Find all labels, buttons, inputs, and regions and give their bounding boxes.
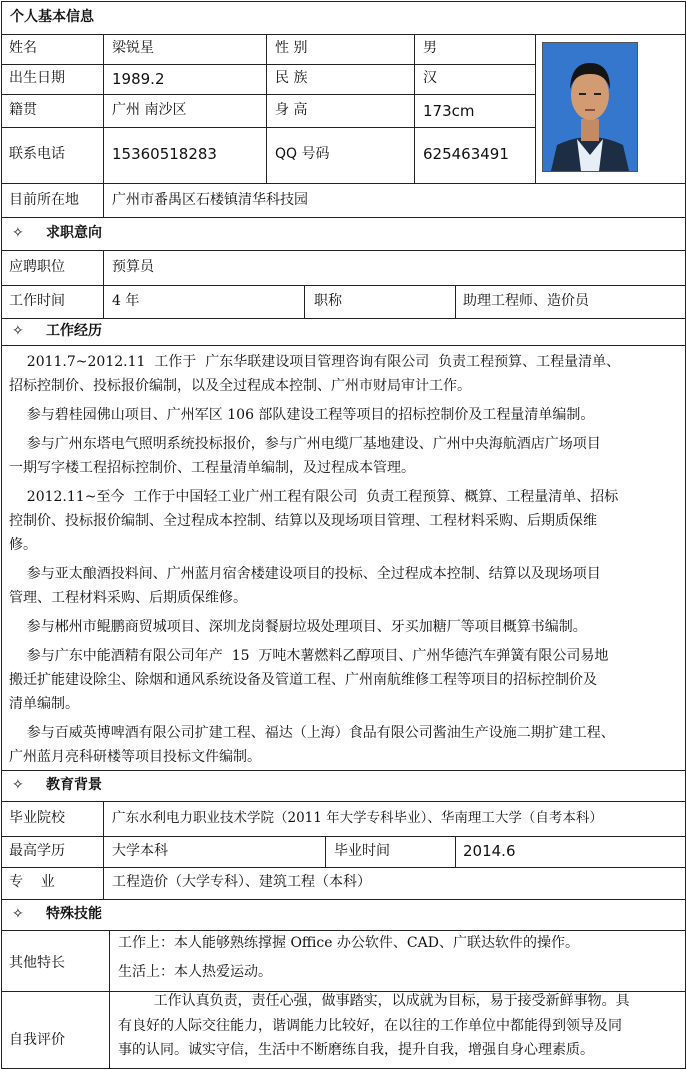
label-major: 专 业 xyxy=(9,874,55,890)
label-years: 工作时间 xyxy=(9,293,65,309)
label-ethnic: 民 族 xyxy=(275,70,308,86)
work-line: 清单编制。 xyxy=(9,696,79,712)
work-line: 参与郴州市鲲鹏商贸城项目、深圳龙岗餐厨垃圾处理项目、牙买加糖厂等项目概算书编制。 xyxy=(9,619,587,635)
value-gender: 男 xyxy=(423,40,437,56)
label-qq: QQ 号码 xyxy=(275,146,330,162)
diamond-bullet-icon: ✧ xyxy=(12,906,24,922)
label-gender: 性 别 xyxy=(275,40,308,56)
work-line: 广州蓝月亮科研楼等项目投标文件编制。 xyxy=(9,749,261,765)
diamond-bullet-icon: ✧ xyxy=(12,225,24,241)
section-title-skills: 特殊技能 xyxy=(46,906,102,922)
work-line: 参与广州东塔电气照明系统投标报价，参与广州电缆厂基地建设、广州中央海航酒店广场项目 xyxy=(9,436,601,452)
work-line: 管理、工程材料采购、后期质保维修。 xyxy=(9,590,247,606)
work-line: 一期写字楼工程招标控制价、工程量清单编制，及过程成本管理。 xyxy=(9,460,415,476)
value-origin: 广州 南沙区 xyxy=(112,102,187,118)
work-line: 招标控制价、投标报价编制，以及全过程成本控制、广州市财局审计工作。 xyxy=(9,378,471,394)
label-title: 职称 xyxy=(314,293,342,309)
section-header-basic xyxy=(1,1,686,35)
label-birth: 出生日期 xyxy=(9,70,65,86)
diamond-bullet-icon: ✧ xyxy=(12,323,24,339)
value-title: 助理工程师、造价员 xyxy=(463,293,589,309)
label-phone: 联系电话 xyxy=(9,146,65,162)
work-line: 参与亚太酿酒投料间、广州蓝月宿舍楼建设项目的投标、全过程成本控制、结算以及现场项目 xyxy=(9,566,601,582)
value-ethnic: 汉 xyxy=(423,70,437,86)
value-other-life: 生活上：本人热爱运动。 xyxy=(118,964,272,980)
value-location: 广州市番禺区石楼镇清华科技园 xyxy=(112,192,308,208)
work-history-text xyxy=(9,350,677,769)
value-school: 广东水利电力职业技术学院（2011 年大学专科毕业）、华南理工大学（自考本科） xyxy=(112,810,603,826)
work-line: 参与广东中能酒精有限公司年产 15 万吨木薯燃料乙醇项目、广州华德汽车弹簧有限公司易地 xyxy=(9,648,609,664)
value-evaluation-line: 有良好的人际交往能力，谐调能力比较好，在以往的工作单位中都能得到领导及同 xyxy=(118,1018,622,1034)
value-qq: 625463491 xyxy=(423,145,509,163)
value-degree: 大学本科 xyxy=(112,843,168,859)
portrait-image xyxy=(543,43,637,171)
work-line: 参与碧桂园佛山项目、广州军区 106 部队建设工程等项目的招标控制价及工程量清单编制。 xyxy=(9,407,595,423)
label-name: 姓名 xyxy=(9,40,37,56)
work-line: 参与百威英博啤酒有限公司扩建工程、福达（上海）食品有限公司酱油生产设施二期扩建工程、 xyxy=(9,725,615,741)
diamond-bullet-icon: ✧ xyxy=(12,777,24,793)
section-title-basic: 个人基本信息 xyxy=(10,9,94,25)
work-line: 修。 xyxy=(9,537,37,553)
section-header-education xyxy=(1,770,686,802)
section-title-intent: 求职意向 xyxy=(46,225,102,241)
label-other: 其他特长 xyxy=(9,955,65,971)
work-line: 2011.7~2012.11 工作于 广东华联建设项目管理咨询有限公司 负责工程预算、工程量清单、 xyxy=(9,354,621,370)
label-position: 应聘职位 xyxy=(9,259,65,275)
value-evaluation-line: 事的认同。诚实守信，生活中不断磨练自我，提升自我，增强自身心理素质。 xyxy=(118,1042,594,1058)
section-header-skills xyxy=(1,899,686,931)
value-phone: 15360518283 xyxy=(112,145,217,163)
work-line: 搬迁扩能建设除尘、除烟和通风系统设备及管道工程、广州南航维修工程等项目的招标控制价及 xyxy=(9,672,597,688)
value-major: 工程造价（大学专科）、建筑工程（本科） xyxy=(112,874,371,890)
value-birth: 1989.2 xyxy=(112,70,165,88)
portrait-photo xyxy=(542,42,638,172)
section-header-work xyxy=(1,318,686,346)
value-grad: 2014.6 xyxy=(463,842,516,860)
value-height: 173cm xyxy=(423,102,475,120)
work-line: 控制价、投标报价编制、全过程成本控制、结算以及现场项目管理、工程材料采购、后期质保维 xyxy=(9,513,597,529)
label-evaluation: 自我评价 xyxy=(9,1032,65,1048)
label-grad: 毕业时间 xyxy=(334,843,390,859)
value-evaluation-line: 工作认真负责，责任心强，做事踏实，以成就为目标，易于接受新鲜事物。具 xyxy=(118,993,630,1009)
label-degree: 最高学历 xyxy=(9,843,65,859)
label-location: 目前所在地 xyxy=(9,192,79,208)
value-position: 预算员 xyxy=(112,259,154,275)
work-line: 2012.11~至今 工作于中国轻工业广州工程有限公司 负责工程预算、概算、工程量清单、招标 xyxy=(9,489,619,505)
value-other-work: 工作上：本人能够熟练撑握 Office 办公软件、CAD、广联达软件的操作。 xyxy=(118,935,579,951)
section-title-education: 教育背景 xyxy=(46,777,102,793)
label-height: 身 高 xyxy=(275,102,308,118)
label-origin: 籍贯 xyxy=(9,102,37,118)
label-school: 毕业院校 xyxy=(9,810,65,826)
value-name: 梁锐星 xyxy=(112,40,154,56)
section-title-work: 工作经历 xyxy=(46,323,102,339)
value-years: 4 年 xyxy=(112,293,140,309)
section-header-intent xyxy=(1,217,686,251)
